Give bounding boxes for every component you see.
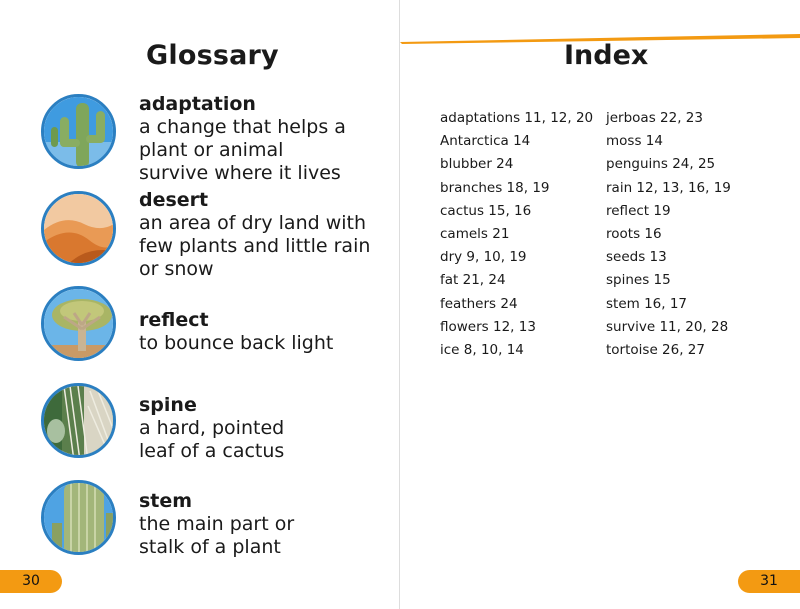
glossary-definition: a hard, pointed leaf of a cactus: [139, 417, 285, 462]
glossary-definition: the main part or stalk of a plant: [139, 513, 295, 558]
index-entry: feathers 24: [440, 295, 518, 312]
glossary-entry-adaptation: [139, 93, 354, 185]
glossary-term: spine: [139, 394, 197, 416]
page-number-right: 31: [738, 570, 800, 593]
index-entry: jerboas 22, 23: [606, 110, 703, 126]
glossary-definition: to bounce back light: [139, 332, 334, 354]
glossary-term: reflect: [139, 309, 209, 331]
glossary-term: desert: [139, 189, 209, 211]
index-entry: survive 11, 20, 28: [606, 318, 729, 335]
glossary-title: Glossary: [146, 40, 279, 71]
index-entry: Antarctica 14: [440, 133, 531, 150]
index-entry: ice 8, 10, 14: [440, 341, 524, 358]
glossary-entry-spine: [139, 394, 299, 463]
index-entry: reflect 19: [606, 202, 671, 219]
index-entry: spines 15: [606, 272, 671, 289]
index-column-1: [440, 107, 593, 362]
glossary-term: adaptation: [139, 93, 256, 115]
glossary-term: stem: [139, 490, 193, 512]
index-entry: rain 12, 13, 16, 19: [606, 179, 731, 196]
index-column-2: [606, 107, 731, 362]
glossary-definition: a change that helps a plant or animal survive where it lives: [139, 116, 346, 184]
glossary-definition: an area of dry land with few plants and little rain or snow: [139, 212, 371, 280]
index-entry: stem 16, 17: [606, 295, 688, 312]
page-number-left: 30: [0, 570, 62, 593]
index-entry: penguins 24, 25: [606, 156, 716, 173]
index-entry: seeds 13: [606, 249, 667, 266]
index-entry: camels 21: [440, 225, 510, 242]
index-entry: tortoise 26, 27: [606, 341, 705, 358]
page-divider: [399, 0, 400, 609]
index-entry: flowers 12, 13: [440, 318, 536, 335]
glossary-entry-stem: [139, 490, 299, 559]
cactus-stem-photo: [41, 480, 116, 555]
cactus-spines-photo: [41, 383, 116, 458]
index-entry: roots 16: [606, 225, 662, 242]
quiver-tree-photo: [41, 286, 116, 361]
saguaro-cactus-photo: [41, 94, 116, 169]
index-entry: moss 14: [606, 133, 663, 150]
index-entry: cactus 15, 16: [440, 202, 532, 219]
sand-dunes-photo: [41, 191, 116, 266]
index-entry: fat 21, 24: [440, 272, 506, 289]
index-title: Index: [564, 40, 649, 71]
glossary-entry-reflect: [139, 309, 371, 355]
glossary-entry-desert: [139, 189, 371, 281]
index-entry: blubber 24: [440, 156, 514, 173]
index-entry: dry 9, 10, 19: [440, 249, 527, 266]
index-entry: adaptations 11, 12, 20: [440, 110, 594, 126]
index-entry: branches 18, 19: [440, 179, 550, 196]
